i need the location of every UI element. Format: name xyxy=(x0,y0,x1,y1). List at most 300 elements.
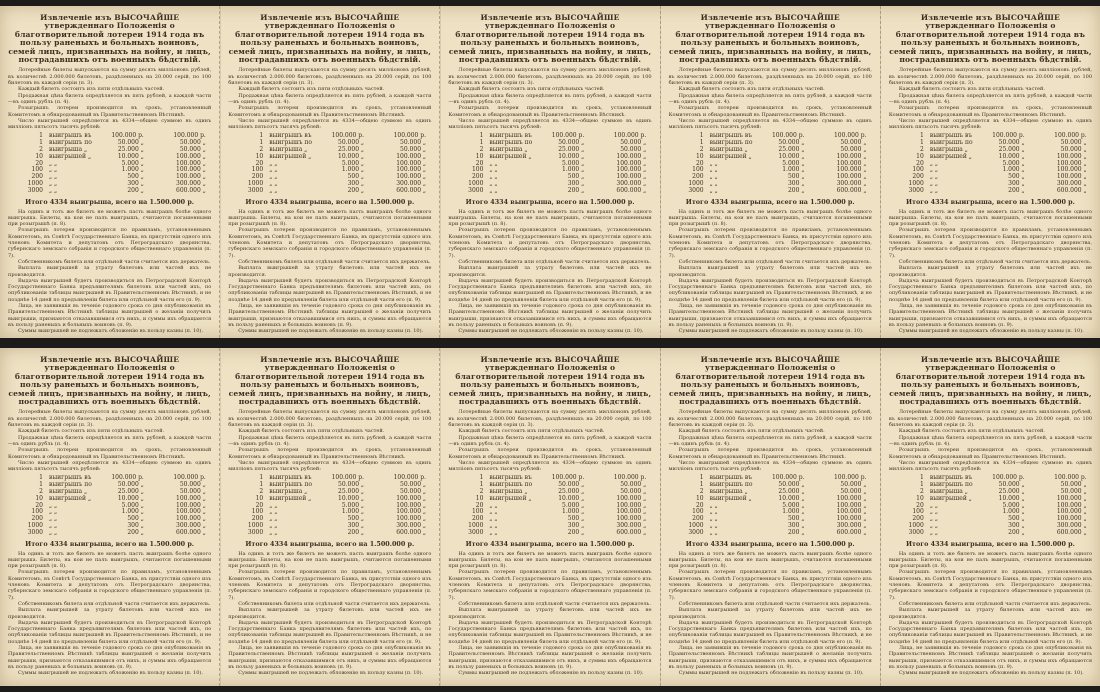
prize-amount: 200 „ xyxy=(567,528,585,536)
prize-sum: 100.000 „ xyxy=(176,501,206,509)
prize-sum: 50.000 „ xyxy=(1060,139,1087,147)
prize-amount: 10.000 „ xyxy=(558,152,585,160)
paragraph: Выдача выигрышей будетъ производиться въ Петроградской Конторѣ Государственнаго Банка предъявителямъ билетовъ или частей ихъ, по опубликованіи таблицы выигрышей въ Правительственномъ Вѣстникѣ, и не позднѣе 14 дней по предъявленіи билета или отдѣльной части его (п. 9). xyxy=(448,277,652,303)
paragraph: Выплата выигрышей за утрату билетовъ или частей ихъ не производится. xyxy=(228,265,432,278)
regulation-text xyxy=(228,209,431,335)
paragraph: Каждый билетъ состоитъ изъ пяти отдѣльныхъ частей. xyxy=(238,428,385,435)
paragraph: Выдача выигрышей будетъ производиться въ Петроградской Конторѣ Государственнаго Банка предъявителямъ билетовъ или частей ихъ, по опубликованіи таблицы выигрышей въ Правительственномъ Вѣстникѣ, и не позднѣе 14 дней по предъявленіи билета или отдѣльной части его (п. 9). xyxy=(8,277,212,303)
prize-amount: 500 „ xyxy=(347,173,365,181)
prize-count: 10 xyxy=(916,494,924,502)
prize-sum: 100.000 „ xyxy=(1056,515,1087,523)
prize-amount: 25.000 „ xyxy=(998,488,1025,495)
prize-label: „ „ xyxy=(709,528,718,536)
prize-row xyxy=(458,530,649,537)
paragraph: Лотерейные билеты выпускаются на сумму десять милліоновъ рублей, въ количествѣ 2.000.000 билетовъ, раздѣленныхъ на 20.000 серій, по 100 билетовъ въ каждой серіи (п. 3). xyxy=(228,409,432,429)
prize-label: „ „ xyxy=(929,173,938,181)
prize-amount: 300 „ xyxy=(347,521,365,529)
paragraph: Лотерейные билеты выпускаются на сумму десять милліоновъ рублей, въ количествѣ 2.000.000 билетовъ, раздѣленныхъ на 20.000 серій, по 100 билетовъ въ каждой серіи (п. 3). xyxy=(668,409,872,429)
prize-label: „ „ xyxy=(269,528,278,536)
prize-label: „ „ xyxy=(49,173,58,181)
prize-label: выигрыша „ xyxy=(489,146,528,153)
paragraph: Выдача выигрышей будетъ производиться въ Петроградской Конторѣ Государственнаго Банка предъявителямъ билетовъ или частей ихъ, по опубликованіи таблицы выигрышей въ Правительственномъ Вѣстникѣ, и не позднѣе 14 дней по предъявленіи билета или отдѣльной части его (п. 9). xyxy=(888,277,1093,303)
prize-label: выигрышъ въ xyxy=(929,474,973,482)
prize-label: выигрыша „ xyxy=(709,146,748,153)
paragraph: Продажная цѣна билета опредѣляется въ пять рублей, а каждой части—въ одинъ рубль (п. 4). xyxy=(448,92,652,105)
prize-count: 1 xyxy=(479,132,484,140)
prize-label: выигрышъ по xyxy=(49,481,92,489)
paragraph: Розыгрышъ лотереи производится по правиламъ, установленнымъ Комитетомъ, въ Совѣтѣ Государственнаго Банка, въ присутствіи одного изъ членовъ Комитета и депутатовъ отъ Петроградскаго дворянства, губернскаго земскаго собранія и городского общественнаго управленія (п. 7). xyxy=(228,569,432,601)
panel-title: Извлеченіе изъ ВЫСОЧАЙШЕ утвержденнаго Положенія о благотворительной лотереи 1914 года въ пользу раненыхъ и больныхъ воиновъ, семей лицъ, призванныхъ на войну, и лицъ, пострадавшихъ отъ военныхъ бѣдствій. xyxy=(448,355,652,407)
prize-label: выигрышъ въ xyxy=(929,132,973,140)
prize-sum: 100.000 р. xyxy=(833,474,867,482)
prize-sum: 50.000 „ xyxy=(620,488,647,495)
prize-label: выигрышъ въ xyxy=(49,132,92,140)
prize-label: выигрыша „ xyxy=(49,146,88,153)
fold-crease xyxy=(660,6,662,338)
prize-amount: 25.000 „ xyxy=(998,146,1025,153)
prize-sum: 100.000 „ xyxy=(836,166,867,174)
paragraph: Лица, не заявившія въ теченіе годового срока со дня опубликованія въ Правительственномъ Вѣстникѣ таблицы выигрышей о желаніи получить выигрыши, признаются отказавшимися отъ нихъ, и суммы ихъ обращаются въ пользу раненыхъ и больныхъ воиновъ (п. 9). xyxy=(228,645,432,670)
paragraph: Собственникомъ билета или отдѣльной части считается ихъ держатель. xyxy=(238,258,431,265)
prize-count: 1 xyxy=(259,474,264,482)
prize-amount: 25.000 „ xyxy=(338,488,365,495)
prize-count: 1 xyxy=(919,139,924,147)
paragraph: Розыгрышъ лотереи производится въ срокъ, установленный Комитетомъ и обнародованный въ Правительственномъ Вѣстникѣ. xyxy=(228,447,432,460)
prize-label: выигрышей „ xyxy=(49,494,92,502)
paragraph: Каждый билетъ состоитъ изъ пяти отдѣльныхъ частей. xyxy=(898,428,1045,435)
prize-count: 1 xyxy=(39,132,43,140)
regulation-text xyxy=(8,409,211,472)
fold-crease xyxy=(440,6,442,338)
paragraph: Выдача выигрышей будетъ производиться въ Петроградской Конторѣ Государственнаго Банка предъявителямъ билетовъ или частей ихъ, по опубликованіи таблицы выигрышей въ Правительственномъ Вѣстникѣ, и не позднѣе 14 дней по предъявленіи билета или отдѣльной части его (п. 9). xyxy=(668,619,872,645)
prize-sum: 300.000 „ xyxy=(396,521,427,529)
prize-count: 10 xyxy=(35,152,43,160)
regulation-text xyxy=(228,409,431,472)
prize-amount: 5.000 „ xyxy=(341,159,365,167)
prize-count: 2 xyxy=(259,146,264,153)
prize-label: выигрышъ по xyxy=(49,139,92,147)
prize-sum: 600.000 „ xyxy=(176,528,206,536)
paragraph: Лотерейные билеты выпускаются на сумму десять милліоновъ рублей, въ количествѣ 2.000.000 билетовъ, раздѣленныхъ на 20.000 серій, по 100 билетовъ въ каждой серіи (п. 3). xyxy=(668,67,872,87)
prize-row xyxy=(458,188,649,195)
prize-amount: 10.000 „ xyxy=(117,494,144,502)
prize-count: 1000 xyxy=(247,521,264,529)
prize-amount: 100.000 р. xyxy=(992,132,1025,140)
prize-count: 20 xyxy=(35,159,43,167)
prize-count: 100 xyxy=(251,508,264,516)
paragraph: Суммы выигрышей не подлежатъ обложенію въ пользу казны (п. 10). xyxy=(458,670,644,677)
regulation-text xyxy=(448,209,651,335)
lottery-panel xyxy=(219,6,439,338)
prize-count: 200 xyxy=(692,173,704,181)
prize-amount: 5.000 „ xyxy=(1002,501,1025,509)
panel-title: Извлеченіе изъ ВЫСОЧАЙШЕ утвержденнаго Положенія о благотворительной лотереи 1914 года въ пользу раненыхъ и больныхъ воиновъ, семей лицъ, призванныхъ на войну, и лицъ, пострадавшихъ отъ военныхъ бѣдствій. xyxy=(889,13,1092,65)
prize-amount: 50.000 „ xyxy=(558,139,585,147)
paragraph: Число выигрышей опредѣляется въ 4334—общею суммою въ одинъ милліонъ пятьсотъ тысячъ рублей: xyxy=(668,117,872,131)
prize-label: выигрыша „ xyxy=(929,146,968,153)
prize-sum: 100.000 „ xyxy=(1056,501,1087,509)
prize-count: 100 xyxy=(471,166,484,174)
paragraph: На одинъ и тотъ же билетъ не можетъ пасть выиграшъ болѣе одного выигрыша. Билеты, на кои не палъ выигрышъ, считаются погашенными при розыгрышѣ (п. 8). xyxy=(888,208,1093,228)
prize-table xyxy=(899,133,1090,194)
prize-label: „ „ xyxy=(709,186,718,194)
prize-sum: 100.000 „ xyxy=(836,173,867,181)
prize-total: Итого 4334 выигрыша, всего на 1.500.000 р. xyxy=(685,197,855,206)
prize-sum: 600.000 „ xyxy=(616,528,647,536)
prize-sum: 300.000 „ xyxy=(616,179,647,187)
lottery-sheet-bottom xyxy=(0,348,1100,686)
prize-sum: 100.000 „ xyxy=(616,494,647,502)
prize-label: выигрышъ въ xyxy=(49,474,92,482)
paragraph: На одинъ и тотъ же билетъ не можетъ пасть выиграшъ болѣе одного выигрыша. Билеты, на кои не палъ выигрышъ, считаются погашенными при розыгрышѣ (п. 8). xyxy=(668,208,872,228)
paragraph: Продажная цѣна билета опредѣляется въ пять рублей, а каждой части—въ одинъ рубль (п. 4). xyxy=(448,434,652,447)
prize-amount: 200 „ xyxy=(127,528,144,536)
prize-label: выигрышъ въ xyxy=(709,132,753,140)
prize-amount: 500 „ xyxy=(787,173,805,181)
prize-sum: 100.000 „ xyxy=(396,173,427,181)
prize-label: „ „ xyxy=(489,508,498,516)
prize-count: 200 xyxy=(251,515,264,523)
paragraph: Продажная цѣна билета опредѣляется въ пять рублей, а каждой части—въ одинъ рубль (п. 4). xyxy=(8,92,212,105)
prize-sum: 100.000 „ xyxy=(836,152,867,160)
paragraph: Лица, не заявившія въ теченіе годового срока со дня опубликованія въ Правительственномъ Вѣстникѣ таблицы выигрышей о желаніи получить выигрыши, признаются отказавшимися отъ нихъ, и суммы ихъ обращаются въ пользу раненыхъ и больныхъ воиновъ (п. 9). xyxy=(8,645,212,670)
paragraph: Продажная цѣна билета опредѣляется въ пять рублей, а каждой части—въ одинъ рубль (п. 4). xyxy=(668,434,872,447)
prize-label: „ „ xyxy=(929,186,938,194)
paragraph: Суммы выигрышей не подлежатъ обложенію въ пользу казны (п. 10). xyxy=(678,328,864,335)
prize-sum: 300.000 „ xyxy=(1056,521,1087,529)
paragraph: Выплата выигрышей за утрату билетовъ или частей ихъ не производится. xyxy=(8,265,212,278)
prize-table xyxy=(679,475,870,536)
paragraph: Выдача выигрышей будетъ производиться въ Петроградской Конторѣ Государственнаго Банка предъявителямъ билетовъ или частей ихъ, по опубликованіи таблицы выигрышей въ Правительственномъ Вѣстникѣ, и не позднѣе 14 дней по предъявленіи билета или отдѣльной части его (п. 9). xyxy=(8,619,212,645)
paragraph: На одинъ и тотъ же билетъ не можетъ пасть выиграшъ болѣе одного выигрыша. Билеты, на кои не палъ выигрышъ, считаются погашенными при розыгрышѣ (п. 8). xyxy=(448,550,652,570)
prize-amount: 50.000 „ xyxy=(117,481,144,489)
prize-amount: 200 „ xyxy=(347,186,365,194)
prize-count: 3000 xyxy=(908,528,924,536)
paragraph: Каждый билетъ состоитъ изъ пяти отдѣльныхъ частей. xyxy=(18,428,165,435)
paragraph: Лица, не заявившія въ теченіе годового срока со дня опубликованія въ Правительственномъ Вѣстникѣ таблицы выигрышей о желаніи получить выигрыши, признаются отказавшимися отъ нихъ, и суммы ихъ обращаются въ пользу раненыхъ и больныхъ воиновъ (п. 9). xyxy=(448,645,652,670)
prize-label: выигрышей „ xyxy=(929,494,972,502)
paragraph: Лотерейные билеты выпускаются на сумму десять милліоновъ рублей, въ количествѣ 2.000.000 билетовъ, раздѣленныхъ на 20.000 серій, по 100 билетовъ въ каждой серіи (п. 3). xyxy=(448,67,652,87)
lottery-panel xyxy=(439,6,659,338)
paragraph: Розыгрышъ лотереи производится въ срокъ, установленный Комитетомъ и обнародованный въ Правительственномъ Вѣстникѣ. xyxy=(228,105,432,118)
prize-amount: 300 „ xyxy=(127,179,144,187)
fold-crease xyxy=(220,348,222,686)
prize-label: „ „ xyxy=(49,159,58,167)
prize-total: Итого 4334 выигрыша, всего на 1.500.000 р. xyxy=(25,197,195,206)
paragraph: Розыгрышъ лотереи производится въ срокъ, установленный Комитетомъ и обнародованный въ Правительственномъ Вѣстникѣ. xyxy=(8,447,212,460)
prize-label: „ „ xyxy=(489,501,498,509)
prize-count: 10 xyxy=(916,152,924,160)
paragraph: Розыгрышъ лотереи производится по правиламъ, установленнымъ Комитетомъ, въ Совѣтѣ Государственнаго Банка, въ присутствіи одного изъ членовъ Комитета и депутатовъ отъ Петроградскаго дворянства, губернскаго земскаго собранія и городского общественнаго управленія (п. 7). xyxy=(668,227,872,259)
paragraph: Каждый билетъ состоитъ изъ пяти отдѣльныхъ частей. xyxy=(678,428,825,435)
prize-amount: 500 „ xyxy=(567,173,585,181)
paragraph: Лотерейные билеты выпускаются на сумму десять милліоновъ рублей, въ количествѣ 2.000.000 билетовъ, раздѣленныхъ на 20.000 серій, по 100 билетовъ въ каждой серіи (п. 3). xyxy=(8,409,212,429)
prize-sum: 300.000 „ xyxy=(396,179,427,187)
prize-count: 2 xyxy=(699,488,704,495)
prize-total: Итого 4334 выигрыша, всего на 1.500.000 р. xyxy=(685,539,855,548)
prize-label: выигрыша „ xyxy=(489,488,528,495)
prize-amount: 100.000 р. xyxy=(331,474,365,482)
panel-title: Извлеченіе изъ ВЫСОЧАЙШЕ утвержденнаго Положенія о благотворительной лотереи 1914 года въ пользу раненыхъ и больныхъ воиновъ, семей лицъ, призванныхъ на войну, и лицъ, пострадавшихъ отъ военныхъ бѣдствій. xyxy=(228,13,431,65)
prize-label: „ „ xyxy=(49,501,58,509)
prize-amount: 50.000 „ xyxy=(778,481,805,489)
prize-sum: 300.000 „ xyxy=(176,521,206,529)
prize-amount: 10.000 „ xyxy=(998,152,1025,160)
prize-row xyxy=(238,530,429,537)
prize-count: 20 xyxy=(916,159,924,167)
prize-count: 200 xyxy=(471,173,484,181)
paragraph: Розыгрышъ лотереи производится въ срокъ, установленный Комитетомъ и обнародованный въ Правительственномъ Вѣстникѣ. xyxy=(448,105,652,118)
paragraph: Розыгрышъ лотереи производится по правиламъ, установленнымъ Комитетомъ, въ Совѣтѣ Государственнаго Банка, въ присутствіи одного изъ членовъ Комитета и депутатовъ отъ Петроградскаго дворянства, губернскаго земскаго собранія и городского общественнаго управленія (п. 7). xyxy=(888,569,1093,601)
prize-amount: 5.000 „ xyxy=(562,159,585,167)
prize-label: выигрыша „ xyxy=(49,488,88,495)
paragraph: Выплата выигрышей за утрату билетовъ или частей ихъ не производится. xyxy=(668,607,872,620)
prize-count: 1 xyxy=(919,474,924,482)
prize-sum: 50.000 „ xyxy=(400,481,427,489)
prize-amount: 200 „ xyxy=(347,528,365,536)
regulation-text xyxy=(8,209,211,335)
prize-amount: 10.000 „ xyxy=(778,152,805,160)
prize-label: выигрышей „ xyxy=(489,152,532,160)
prize-count: 20 xyxy=(35,501,43,509)
prize-count: 1000 xyxy=(27,179,43,187)
prize-label: „ „ xyxy=(489,521,498,529)
prize-amount: 1.000 „ xyxy=(562,166,585,174)
prize-sum: 600.000 „ xyxy=(836,186,867,194)
prize-count: 200 xyxy=(912,515,924,523)
paragraph: Суммы выигрышей не подлежатъ обложенію въ пользу казны (п. 10). xyxy=(678,670,864,677)
prize-label: „ „ xyxy=(709,515,718,523)
prize-label: „ „ xyxy=(929,159,938,167)
paragraph: Розыгрышъ лотереи производится въ срокъ, установленный Комитетомъ и обнародованный въ Правительственномъ Вѣстникѣ. xyxy=(668,447,872,460)
prize-count: 10 xyxy=(475,152,484,160)
prize-table xyxy=(238,475,429,536)
prize-amount: 1.000 „ xyxy=(1002,166,1025,174)
paragraph: Розыгрышъ лотереи производится по правиламъ, установленнымъ Комитетомъ, въ Совѣтѣ Государственнаго Банка, въ присутствіи одного изъ членовъ Комитета и депутатовъ отъ Петроградскаго дворянства, губернскаго земскаго собранія и городского общественнаго управленія (п. 7). xyxy=(228,227,432,259)
prize-count: 100 xyxy=(251,166,264,174)
prize-sum: 600.000 „ xyxy=(396,186,427,194)
panel-title: Извлеченіе изъ ВЫСОЧАЙШЕ утвержденнаго Положенія о благотворительной лотереи 1914 года въ пользу раненыхъ и больныхъ воиновъ, семей лицъ, призванныхъ на войну, и лицъ, пострадавшихъ отъ военныхъ бѣдствій. xyxy=(669,13,872,65)
paragraph: Собственникомъ билета или отдѣльной части считается ихъ держатель. xyxy=(898,600,1092,607)
prize-count: 1000 xyxy=(468,179,484,187)
paragraph: Число выигрышей опредѣляется въ 4334—общею суммою въ одинъ милліонъ пятьсотъ тысячъ рублей: xyxy=(888,459,1093,473)
prize-sum: 100.000 „ xyxy=(616,501,647,509)
prize-sum: 600.000 „ xyxy=(396,528,427,536)
paragraph: На одинъ и тотъ же билетъ не можетъ пасть выиграшъ болѣе одного выигрыша. Билеты, на кои не палъ выигрышъ, считаются погашенными при розыгрышѣ (п. 8). xyxy=(888,550,1093,570)
prize-amount: 500 „ xyxy=(1008,173,1025,181)
paragraph: Суммы выигрышей не подлежатъ обложенію въ пользу казны (п. 10). xyxy=(18,670,203,677)
prize-count: 2 xyxy=(39,488,43,495)
regulation-text xyxy=(889,209,1092,335)
prize-label: выигрыша „ xyxy=(709,488,748,495)
prize-amount: 300 „ xyxy=(787,521,805,529)
paragraph: Выплата выигрышей за утрату билетовъ или частей ихъ не производится. xyxy=(8,607,212,620)
lottery-panel xyxy=(880,348,1100,686)
prize-count: 1 xyxy=(919,481,924,489)
prize-amount: 200 „ xyxy=(1008,528,1025,536)
prize-label: „ „ xyxy=(709,521,718,529)
prize-label: выигрышъ по xyxy=(709,139,753,147)
prize-count: 100 xyxy=(912,508,924,516)
prize-label: выигрыша „ xyxy=(269,488,308,495)
prize-sum: 100.000 „ xyxy=(396,152,427,160)
paragraph: Лотерейные билеты выпускаются на сумму десять милліоновъ рублей, въ количествѣ 2.000.000 билетовъ, раздѣленныхъ на 20.000 серій, по 100 билетовъ въ каждой серіи (п. 3). xyxy=(448,409,652,429)
paragraph: Лотерейные билеты выпускаются на сумму десять милліоновъ рублей, въ количествѣ 2.000.000 билетовъ, раздѣленныхъ на 20.000 серій, по 100 билетовъ въ каждой серіи (п. 3). xyxy=(888,67,1093,87)
prize-amount: 300 „ xyxy=(567,521,585,529)
prize-count: 1 xyxy=(479,139,484,147)
paragraph: Суммы выигрышей не подлежатъ обложенію въ пользу казны (п. 10). xyxy=(458,328,644,335)
prize-label: „ „ xyxy=(709,159,718,167)
regulation-text xyxy=(669,551,872,677)
prize-count: 100 xyxy=(692,166,704,174)
prize-amount: 1.000 „ xyxy=(782,508,805,516)
prize-count: 1 xyxy=(699,481,704,489)
prize-sum: 50.000 „ xyxy=(179,488,206,495)
prize-sum: 100.000 „ xyxy=(176,152,206,160)
prize-label: „ „ xyxy=(929,515,938,523)
prize-amount: 5.000 „ xyxy=(562,501,585,509)
prize-sum: 100.000 „ xyxy=(396,508,427,516)
prize-amount: 100.000 р. xyxy=(551,132,585,140)
prize-count: 200 xyxy=(912,173,924,181)
prize-sum: 100.000 р. xyxy=(393,132,427,140)
prize-count: 2 xyxy=(919,146,924,153)
prize-sum: 50.000 „ xyxy=(179,481,206,489)
prize-amount: 25.000 „ xyxy=(558,146,585,153)
prize-sum: 50.000 „ xyxy=(1060,481,1087,489)
prize-label: выигрышъ по xyxy=(269,139,313,147)
prize-amount: 5.000 „ xyxy=(121,501,144,509)
prize-sum: 50.000 „ xyxy=(620,139,647,147)
prize-count: 1 xyxy=(479,474,484,482)
prize-count: 3000 xyxy=(688,186,704,194)
prize-row xyxy=(899,530,1090,537)
paragraph: Каждый билетъ состоитъ изъ пяти отдѣльныхъ частей. xyxy=(458,428,605,435)
paragraph: Выплата выигрышей за утрату билетовъ или частей ихъ не производится. xyxy=(888,265,1093,278)
prize-row xyxy=(18,188,209,195)
prize-amount: 5.000 „ xyxy=(1002,159,1025,167)
prize-count: 2 xyxy=(919,488,924,495)
prize-label: „ „ xyxy=(269,521,278,529)
prize-amount: 100.000 р. xyxy=(771,132,805,140)
prize-label: „ „ xyxy=(929,166,938,174)
prize-sum: 100.000 р. xyxy=(613,132,647,140)
prize-label: выигрышей „ xyxy=(269,494,312,502)
paragraph: Собственникомъ билета или отдѣльной части считается ихъ держатель. xyxy=(898,258,1092,265)
lottery-panel xyxy=(219,348,439,686)
paragraph: Продажная цѣна билета опредѣляется въ пять рублей, а каждой части—въ одинъ рубль (п. 4). xyxy=(228,92,432,105)
lottery-panel xyxy=(660,348,880,686)
paragraph: Розыгрышъ лотереи производится въ срокъ, установленный Комитетомъ и обнародованный въ Правительственномъ Вѣстникѣ. xyxy=(448,447,652,460)
paragraph: Собственникомъ билета или отдѣльной части считается ихъ держатель. xyxy=(18,600,211,607)
paragraph: Собственникомъ билета или отдѣльной части считается ихъ держатель. xyxy=(238,600,431,607)
fold-crease xyxy=(440,348,442,686)
prize-count: 3000 xyxy=(27,528,43,536)
paragraph: Продажная цѣна билета опредѣляется въ пять рублей, а каждой части—въ одинъ рубль (п. 4). xyxy=(888,434,1093,447)
prize-amount: 50.000 „ xyxy=(778,139,805,147)
prize-amount: 1.000 „ xyxy=(121,166,144,174)
paragraph: Лица, не заявившія въ теченіе годового срока со дня опубликованія въ Правительственномъ Вѣстникѣ таблицы выигрышей о желаніи получить выигрыши, признаются отказавшимися отъ нихъ, и суммы ихъ обращаются въ пользу раненыхъ и больныхъ воиновъ (п. 9). xyxy=(448,303,652,328)
prize-count: 1000 xyxy=(247,179,264,187)
prize-label: выигрышей „ xyxy=(929,152,972,160)
paragraph: Число выигрышей опредѣляется въ 4334—общею суммою въ одинъ милліонъ пятьсотъ тысячъ рублей: xyxy=(8,117,212,131)
regulation-text xyxy=(448,551,651,677)
prize-sum: 100.000 „ xyxy=(1056,152,1087,160)
prize-sum: 300.000 „ xyxy=(616,521,647,529)
prize-sum: 100.000 „ xyxy=(176,173,206,181)
prize-total: Итого 4334 выигрыша, всего на 1.500.000 р. xyxy=(25,539,195,548)
prize-amount: 25.000 „ xyxy=(778,488,805,495)
paragraph: Выдача выигрышей будетъ производиться въ Петроградской Конторѣ Государственнаго Банка предъявителямъ билетовъ или частей ихъ, по опубликованіи таблицы выигрышей въ Правительственномъ Вѣстникѣ, и не позднѣе 14 дней по предъявленіи билета или отдѣльной части его (п. 9). xyxy=(448,619,652,645)
prize-count: 20 xyxy=(475,501,484,509)
prize-sum: 100.000 р. xyxy=(613,474,647,482)
prize-label: выигрышъ по xyxy=(929,481,973,489)
paragraph: Лица, не заявившія въ теченіе годового срока со дня опубликованія въ Правительственномъ Вѣстникѣ таблицы выигрышей о желаніи получить выигрыши, признаются отказавшимися отъ нихъ, и суммы ихъ обращаются въ пользу раненыхъ и больныхъ воиновъ (п. 9). xyxy=(668,645,872,670)
fold-crease xyxy=(880,348,882,686)
prize-amount: 10.000 „ xyxy=(338,152,365,160)
prize-sum: 100.000 р. xyxy=(1054,132,1087,140)
prize-sum: 100.000 „ xyxy=(396,159,427,167)
prize-count: 1 xyxy=(259,139,264,147)
prize-sum: 100.000 „ xyxy=(1056,159,1087,167)
prize-amount: 5.000 „ xyxy=(782,159,805,167)
prize-count: 1000 xyxy=(908,521,924,529)
paragraph: Суммы выигрышей не подлежатъ обложенію въ пользу казны (п. 10). xyxy=(898,670,1084,677)
prize-amount: 1.000 „ xyxy=(782,166,805,174)
prize-sum: 100.000 р. xyxy=(173,132,206,140)
prize-amount: 10.000 „ xyxy=(558,494,585,502)
prize-sum: 100.000 р. xyxy=(1054,474,1087,482)
prize-label: „ „ xyxy=(489,528,498,536)
prize-sum: 100.000 „ xyxy=(836,515,867,523)
prize-amount: 300 „ xyxy=(1008,521,1025,529)
prize-label: выигрышъ въ xyxy=(489,132,532,140)
prize-count: 2 xyxy=(259,488,264,495)
paragraph: Каждый билетъ состоитъ изъ пяти отдѣльныхъ частей. xyxy=(898,86,1045,93)
prize-count: 3000 xyxy=(247,528,264,536)
prize-amount: 300 „ xyxy=(567,179,585,187)
regulation-text xyxy=(669,409,872,472)
paragraph: Продажная цѣна билета опредѣляется въ пять рублей, а каждой части—въ одинъ рубль (п. 4). xyxy=(228,434,432,447)
paragraph: Лица, не заявившія въ теченіе годового срока со дня опубликованія въ Правительственномъ Вѣстникѣ таблицы выигрышей о желаніи получить выигрыши, признаются отказавшимися отъ нихъ, и суммы ихъ обращаются въ пользу раненыхъ и больныхъ воиновъ (п. 9). xyxy=(668,303,872,328)
prize-count: 1000 xyxy=(27,521,43,529)
prize-label: „ „ xyxy=(49,166,58,174)
lottery-panel xyxy=(880,6,1100,338)
paragraph: Розыгрышъ лотереи производится по правиламъ, установленнымъ Комитетомъ, въ Совѣтѣ Государственнаго Банка, въ присутствіи одного изъ членовъ Комитета и депутатовъ отъ Петроградскаго дворянства, губернскаго земскаго собранія и городского общественнаго управленія (п. 7). xyxy=(888,227,1093,259)
prize-table xyxy=(679,133,870,194)
prize-label: „ „ xyxy=(49,515,58,523)
prize-count: 10 xyxy=(475,494,484,502)
prize-count: 20 xyxy=(255,501,264,509)
prize-label: выигрышъ по xyxy=(709,481,753,489)
prize-amount: 25.000 „ xyxy=(558,488,585,495)
paragraph: Собственникомъ билета или отдѣльной части считается ихъ держатель. xyxy=(678,258,872,265)
regulation-text xyxy=(228,551,431,677)
paragraph: Каждый билетъ состоитъ изъ пяти отдѣльныхъ частей. xyxy=(458,86,605,93)
prize-label: „ „ xyxy=(489,515,498,523)
prize-count: 2 xyxy=(479,146,484,153)
regulation-text xyxy=(228,67,431,130)
regulation-text xyxy=(448,67,651,130)
prize-row xyxy=(899,188,1090,195)
prize-amount: 100.000 р. xyxy=(111,132,144,140)
paragraph: Розыгрышъ лотереи производится по правиламъ, установленнымъ Комитетомъ, въ Совѣтѣ Государственнаго Банка, въ присутствіи одного изъ членовъ Комитета и депутатовъ отъ Петроградскаго дворянства, губернскаго земскаго собранія и городского общественнаго управленія (п. 7). xyxy=(8,569,212,601)
prize-amount: 5.000 „ xyxy=(782,501,805,509)
prize-count: 2 xyxy=(39,146,43,153)
paragraph: Розыгрышъ лотереи производится по правиламъ, установленнымъ Комитетомъ, въ Совѣтѣ Государственнаго Банка, въ присутствіи одного изъ членовъ Комитета и депутатовъ отъ Петроградскаго дворянства, губернскаго земскаго собранія и городского общественнаго управленія (п. 7). xyxy=(668,569,872,601)
prize-sum: 600.000 „ xyxy=(616,186,647,194)
prize-row xyxy=(238,188,429,195)
